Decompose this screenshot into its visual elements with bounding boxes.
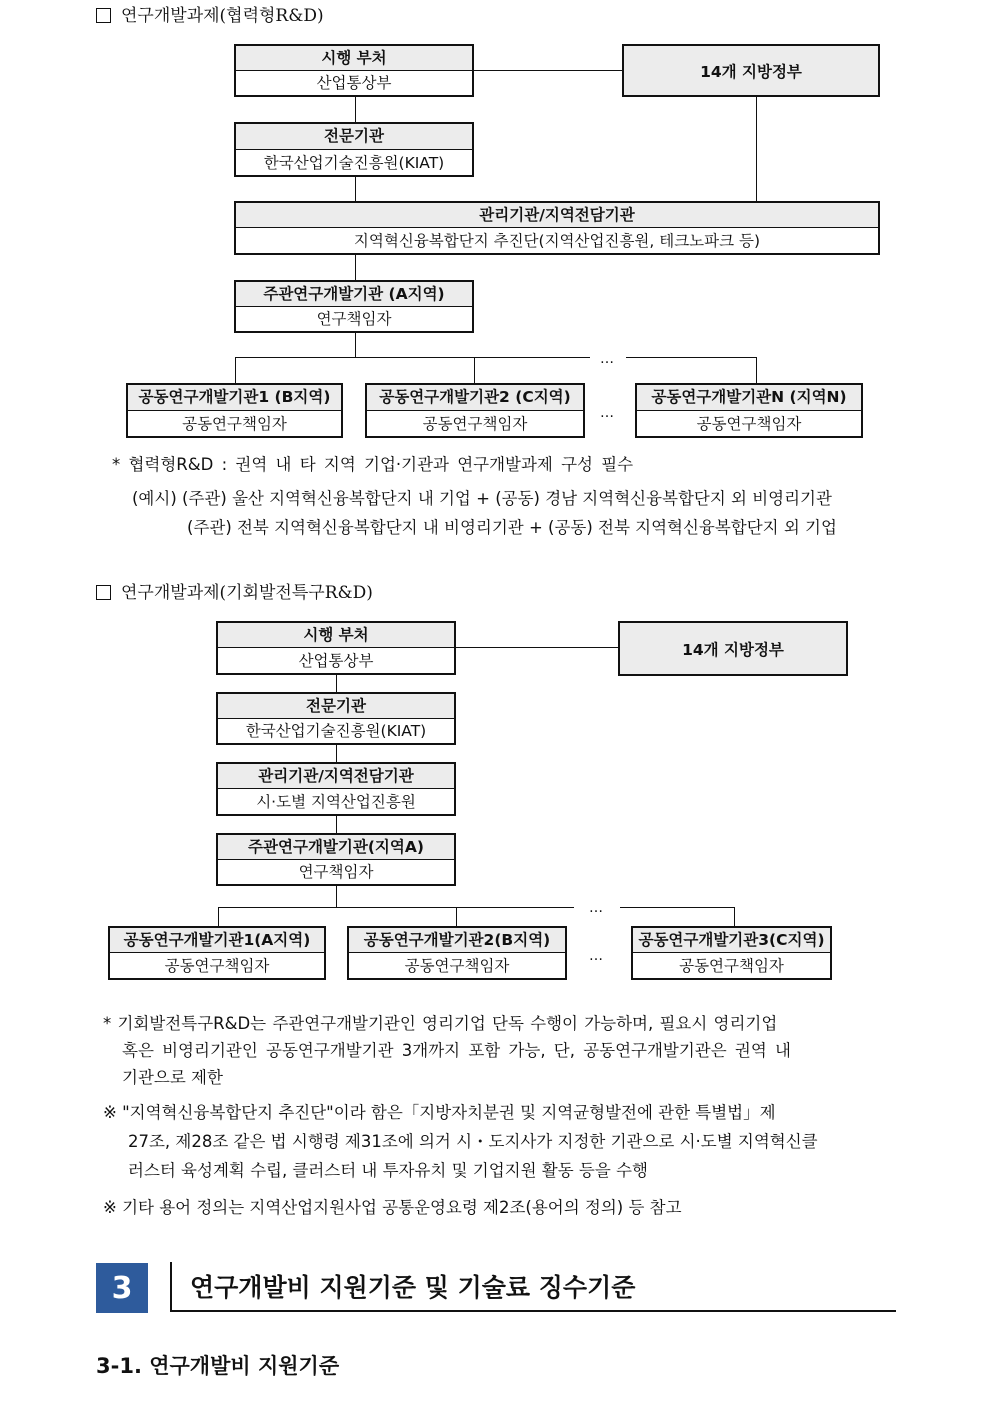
lead-box	[216, 833, 456, 886]
checkbox-icon	[96, 585, 111, 600]
co-box-2	[347, 926, 567, 980]
diagram1-title-row	[96, 1, 324, 26]
box-body: 한국산업기술진흥원(KIAT)	[245, 722, 427, 740]
co-box-3	[631, 926, 832, 980]
box-header: 시행 부처	[236, 46, 472, 71]
connector	[455, 647, 620, 648]
box-body: 공동연구책임자	[422, 415, 528, 433]
diagram1-note: * 협력형R&D : 권역 내 타 지역 기업·기관과 연구개발과제 구성 필수	[112, 455, 634, 474]
lead-box	[234, 280, 474, 333]
note-line: * 기회발전특구R&D는 주관연구개발기관인 영리기업 단독 수행이 가능하며, 필요시 영리기업	[103, 1014, 778, 1033]
box-header: 공동연구개발기관2 (C지역)	[367, 385, 583, 411]
note-line: ※ 기타 용어 정의는 지역산업지원사업 공통운영요령 제2조(용어의 정의) 등 참고	[103, 1198, 682, 1217]
connector	[336, 744, 337, 763]
agency-box	[234, 122, 474, 177]
box-body: 공동연구책임자	[164, 957, 270, 975]
box-body: 지역혁신융복합단지 추진단(지역산업진흥원, 테크노파크 등)	[353, 232, 761, 250]
box-body: 공동연구책임자	[404, 957, 510, 975]
connector	[336, 674, 337, 693]
local-gov-box: 14개 지방정부	[618, 621, 848, 676]
connector	[218, 907, 219, 927]
box-header: 공동연구개발기관2(B지역)	[349, 928, 565, 953]
connector	[218, 907, 574, 908]
box-header: 시행 부처	[218, 623, 454, 648]
box-header: 주관연구개발기관(지역A)	[218, 835, 454, 860]
box-header: 공동연구개발기관3(C지역)	[633, 928, 830, 953]
manager-box	[216, 762, 456, 816]
section-underline	[170, 1310, 896, 1312]
connector	[474, 357, 475, 384]
box-header: 공동연구개발기관N (지역N)	[637, 385, 861, 411]
diagram1-title: 연구개발과제(협력형R&D)	[121, 6, 324, 26]
box-body: 산업통상부	[298, 652, 374, 670]
connector	[336, 885, 337, 907]
box-body: 한국산업기술진흥원(KIAT)	[263, 154, 445, 172]
box-body: 연구책임자	[298, 863, 374, 881]
box-header: 관리기관/지역전담기관	[218, 764, 454, 789]
connector	[355, 254, 356, 281]
note-line: 기관으로 제한	[122, 1068, 223, 1087]
connector	[355, 176, 356, 202]
connector	[756, 96, 757, 202]
note-line: 혹은 비영리기관인 공동연구개발기관 3개까지 포함 가능, 단, 공동연구개발기관은 권역 내	[122, 1041, 791, 1060]
connector	[626, 357, 756, 358]
box-header: 전문기관	[236, 124, 472, 150]
co-box-1	[126, 383, 343, 438]
box-header: 공동연구개발기관1(A지역)	[110, 928, 324, 953]
section-number: 3	[96, 1263, 148, 1313]
connector	[355, 332, 356, 357]
section-title: 연구개발비 지원기준 및 기술료 징수기준	[190, 1273, 636, 1302]
box-body: 시·도별 지역산업진흥원	[256, 793, 416, 811]
diagram1-example: (주관) 전북 지역혁신융복합단지 내 비영리기관 + (공동) 전북 지역혁신융복합단지 외 기업	[187, 518, 837, 537]
subsection-title: 3-1. 연구개발비 지원기준	[96, 1354, 340, 1378]
connector	[734, 907, 735, 927]
co-box-1	[108, 926, 326, 980]
box-body: 산업통상부	[316, 74, 392, 92]
connector	[620, 907, 734, 908]
diagram1-example: (예시) (주관) 울산 지역혁신융복합단지 내 기업 + (공동) 경남 지역혁신융복합단지 외 비영리기관	[132, 489, 832, 508]
ellipsis: …	[600, 351, 615, 367]
checkbox-icon	[96, 8, 111, 23]
box-body: 공동연구책임자	[696, 415, 802, 433]
ellipsis: …	[589, 948, 604, 964]
connector	[355, 96, 356, 123]
box-body: 공동연구책임자	[679, 957, 784, 975]
note-line: 27조, 제28조 같은 법 시행령 제31조에 의거 시・도지사가 지정한 기관으로 시·도별 지역혁신클	[128, 1132, 818, 1151]
ministry-box	[234, 44, 474, 97]
connector	[336, 815, 337, 834]
local-gov-box: 14개 지방정부	[622, 44, 880, 97]
box-header: 관리기관/지역전담기관	[236, 203, 878, 228]
connector	[473, 70, 624, 71]
section-divider	[170, 1262, 172, 1312]
diagram2-title-row	[96, 578, 373, 603]
note-line: ※ "지역혁신융복합단지 추진단"이라 함은「지방자치분권 및 지역균형발전에 관한 특별법」제	[103, 1103, 776, 1122]
co-box-2	[365, 383, 585, 438]
box-header: 주관연구개발기관 (A지역)	[236, 282, 472, 307]
connector	[235, 357, 236, 384]
box-header: 공동연구개발기관1 (B지역)	[128, 385, 341, 411]
ministry-box	[216, 621, 456, 675]
diagram2-title: 연구개발과제(기회발전특구R&D)	[121, 583, 373, 603]
connector	[456, 907, 457, 927]
ellipsis: …	[600, 405, 615, 421]
connector	[235, 357, 590, 358]
manager-box	[234, 201, 880, 255]
co-box-n	[635, 383, 863, 438]
note-line: 러스터 육성계획 수립, 클러스터 내 투자유치 및 기업지원 활동 등을 수행	[128, 1161, 648, 1180]
agency-box	[216, 692, 456, 745]
box-body: 연구책임자	[316, 310, 392, 328]
box-header: 전문기관	[218, 694, 454, 719]
box-body: 공동연구책임자	[182, 415, 287, 433]
ellipsis: …	[589, 900, 604, 916]
connector	[756, 357, 757, 384]
